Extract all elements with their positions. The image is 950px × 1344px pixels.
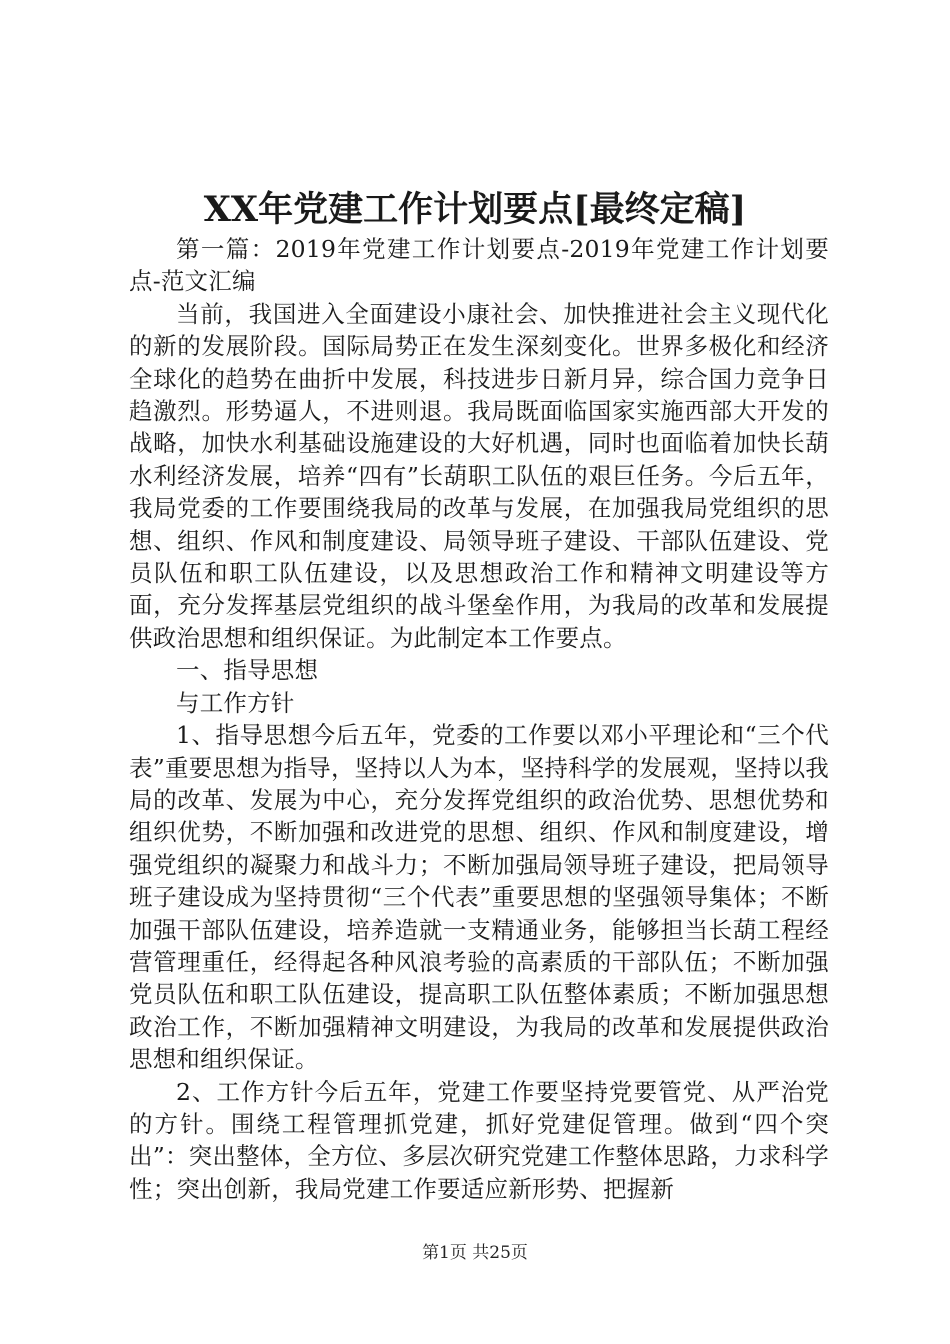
paragraph-heading-work-policy: 与工作方针	[176, 688, 295, 717]
document-title: XX年党建工作计划要点[最终定稿]	[203, 189, 747, 230]
paragraph-introduction: 当前，我国进入全面建设小康社会、加快推进社会主义现代化的新的发展阶段。国际局势正在发生深刻变化。世界多极化和经济全球化的趋势在曲折中发展，科技进步日新月异，综合国力竞争日趋激烈。形势逼人，不进则退。我局既面临国家实施西部大开发的战略，加快水利基础设施建设的大好机遇，同时也面临着加快长葫水利经济发展，培养“四有”长葫职工队伍的艰巨任务。今后五年，我局党委的工作要围绕我局的改革与发展，在加强我局党组织的思想、组织、作风和制度建设、局领导班子建设、干部队伍建设、党员队伍和职工队伍建设，以及思想政治工作和精神文明建设等方面，充分发挥基层党组织的战斗堡垒作用，为我局的改革和发展提供政治思想和组织保证。为此制定本工作要点。	[129, 299, 829, 652]
paragraph-heading-guiding-ideology: 一、指导思想	[176, 656, 319, 685]
paragraph-guiding-ideology: 1、指导思想今后五年，党委的工作要以邓小平理论和“三个代表”重要思想为指导，坚持以人为本，坚持科学的发展观，坚持以我局的改革、发展为中心，充分发挥党组织的政治优势、思想优势和组织优势，不断加强和改进党的思想、组织、作风和制度建设，增强党组织的凝聚力和战斗力；不断加强局领导班子建设，把局领导班子建设成为坚持贯彻“三个代表”重要思想的坚强领导集体；不断加强干部队伍建设，培养造就一支精通业务，能够担当长葫工程经营管理重任，经得起各种风浪考验的高素质的干部队伍；不断加强党员队伍和职工队伍建设，提高职工队伍整体素质；不断加强思想政治工作，不断加强精神文明建设，为我局的改革和发展提供政治思想和组织保证。	[129, 721, 829, 1074]
paragraph-section-heading: 第一篇：2019年党建工作计划要点-2019年党建工作计划要点-范文汇编	[129, 235, 829, 296]
document-body	[129, 233, 829, 1205]
page-footer: 第1页 共25页	[422, 1243, 528, 1263]
paragraph-work-policy: 2、工作方针今后五年，党建工作要坚持党要管党、从严治党的方针。围绕工程管理抓党建，抓好党建促管理。做到“四个突出”：突出整体，全方位、多层次研究党建工作整体思路，力求科学性；突出创新，我局党建工作要适应新形势、把握新	[129, 1077, 829, 1203]
